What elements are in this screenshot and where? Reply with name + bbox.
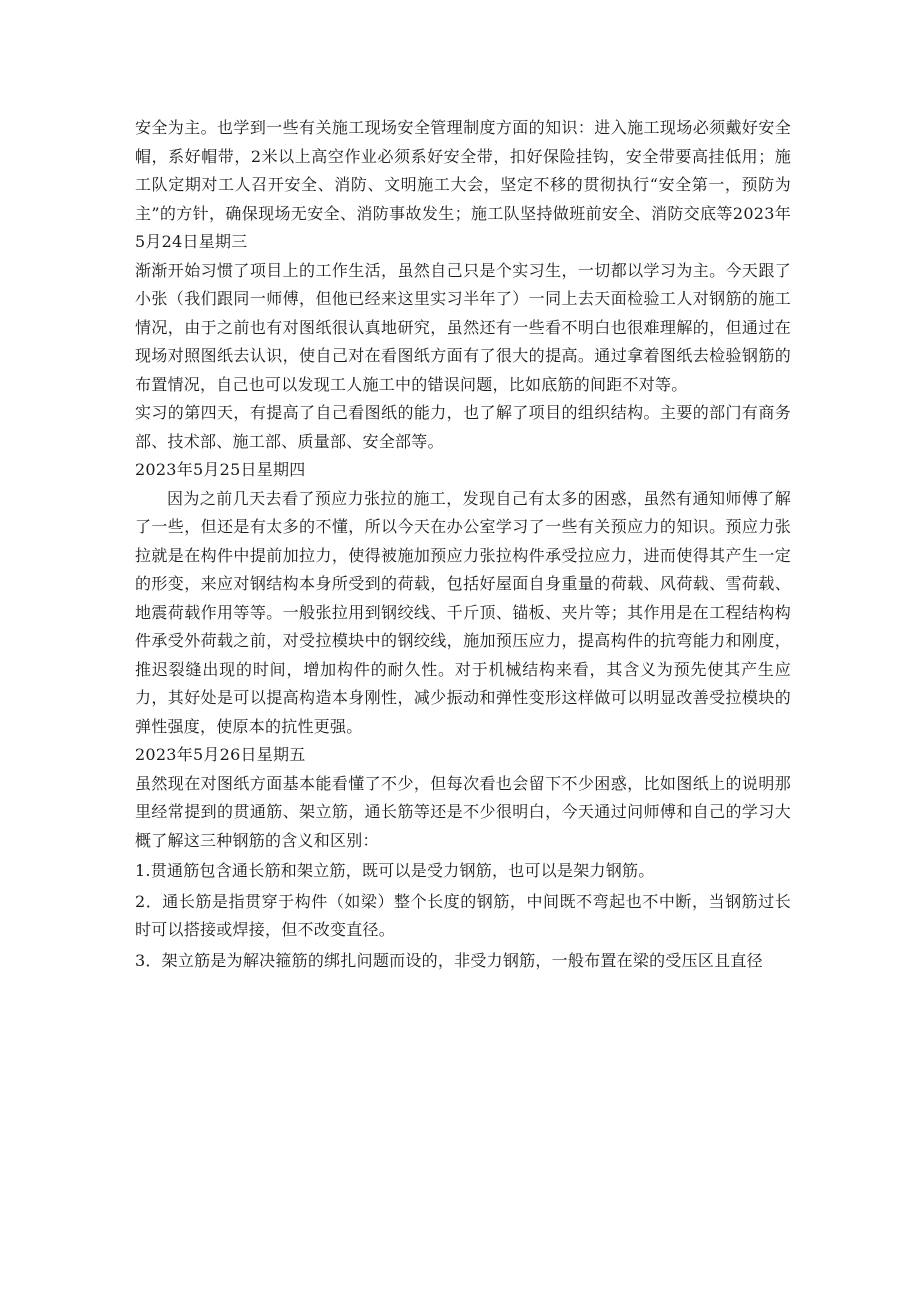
- list-item-1: 1.贯通筋包含通长筋和架立筋，既可以是受力钢筋，也可以是架力钢筋。: [135, 861, 655, 880]
- paragraph-rebar-intro: 虽然现在对图纸方面基本能看懂了不少，但每次看也会留下不少困惑，比如图纸上的说明那里经常提到的贯通筋、架立筋，通长筋等还是不少很明白，今天通过问师傅和自己的学习大概了解这三种钢筋的含义和区别：: [135, 773, 791, 850]
- date-heading-may-25: 2023年5月25日星期四: [135, 460, 306, 479]
- list-item-3: 3．架立筋是为解决箍筋的绑扎问题而设的，非受力钢筋，一般布置在梁的受压区且直径: [135, 950, 763, 970]
- paragraph-project-life: 渐渐开始习惯了项目上的工作生活，虽然自己只是个实习生，一切都以学习为主。今天跟了小张（我们跟同一师傅，但他已经来这里实习半年了）一同上去天面检验工人对钢筋的施工情况，由于之前也有对图纸很认真地研究，虽然还有一些看不明白也很难理解的，但通过在现场对照图纸去认识，使自己对在看图纸方面有了很大的提高。通过拿着图纸去检验钢筋的布置情况，自己也可以发现工人施工中的错误问题，比如底筋的间距不对等。: [135, 260, 791, 394]
- paragraph-safety-knowledge: 安全为主。也学到一些有关施工现场安全管理制度方面的知识：进入施工现场必须戴好安全帽，系好帽带，2米以上高空作业必须系好安全带，扣好保险挂钩，安全带要高挂低用；施工队定期对工人召开安全、消防、文明施工大会，坚定不移的贯彻执行“安全第一，预防为主”的方针，确保现场无安全、消防事故发生；施工队坚持做班前安全、消防交底等2023年5月24日星期三: [135, 118, 791, 251]
- date-heading-may-26: 2023年5月26日星期五: [135, 745, 306, 764]
- paragraph-prestress: 因为之前几天去看了预应力张拉的施工，发现自己有太多的困惑，虽然有通知师傅了解了一些，但还是有太多的不懂，所以今天在办公室学习了一些有关预应力的知识。预应力张拉就是在构件中提前加拉力，使得被施加预应力张拉构件承受拉应力，进而使得其产生一定的形变，来应对钢结构本身所受到的荷载，包括好屋面自身重量的荷载、风荷载、雪荷载、地震荷载作用等等。一般张拉用到钢绞线、千斤顶、锚板、夹片等；其作用是在工程结构构件承受外荷载之前，对受拉模块中的钢绞线，施加预压应力，提高构件的抗弯能力和刚度，推迟裂缝出现的时间，增加构件的耐久性。对于机械结构来看，其含义为预先使其产生应力，其好处是可以提高构造本身刚性，减少振动和弹性变形这样做可以明显改善受拉模块的弹性强度，使原本的抗性更强。: [135, 488, 791, 736]
- document-body: [135, 114, 791, 975]
- paragraph-day-four: 实习的第四天，有提高了自己看图纸的能力，也了解了项目的组织结构。主要的部门有商务部、技术部、施工部、质量部、安全部等。: [135, 403, 791, 451]
- list-item-2: 2．通长筋是指贯穿于构件（如梁）整个长度的钢筋，中间既不弯起也不中断，当钢筋过长时可以搭接或焊接，但不改变直径。: [135, 891, 791, 939]
